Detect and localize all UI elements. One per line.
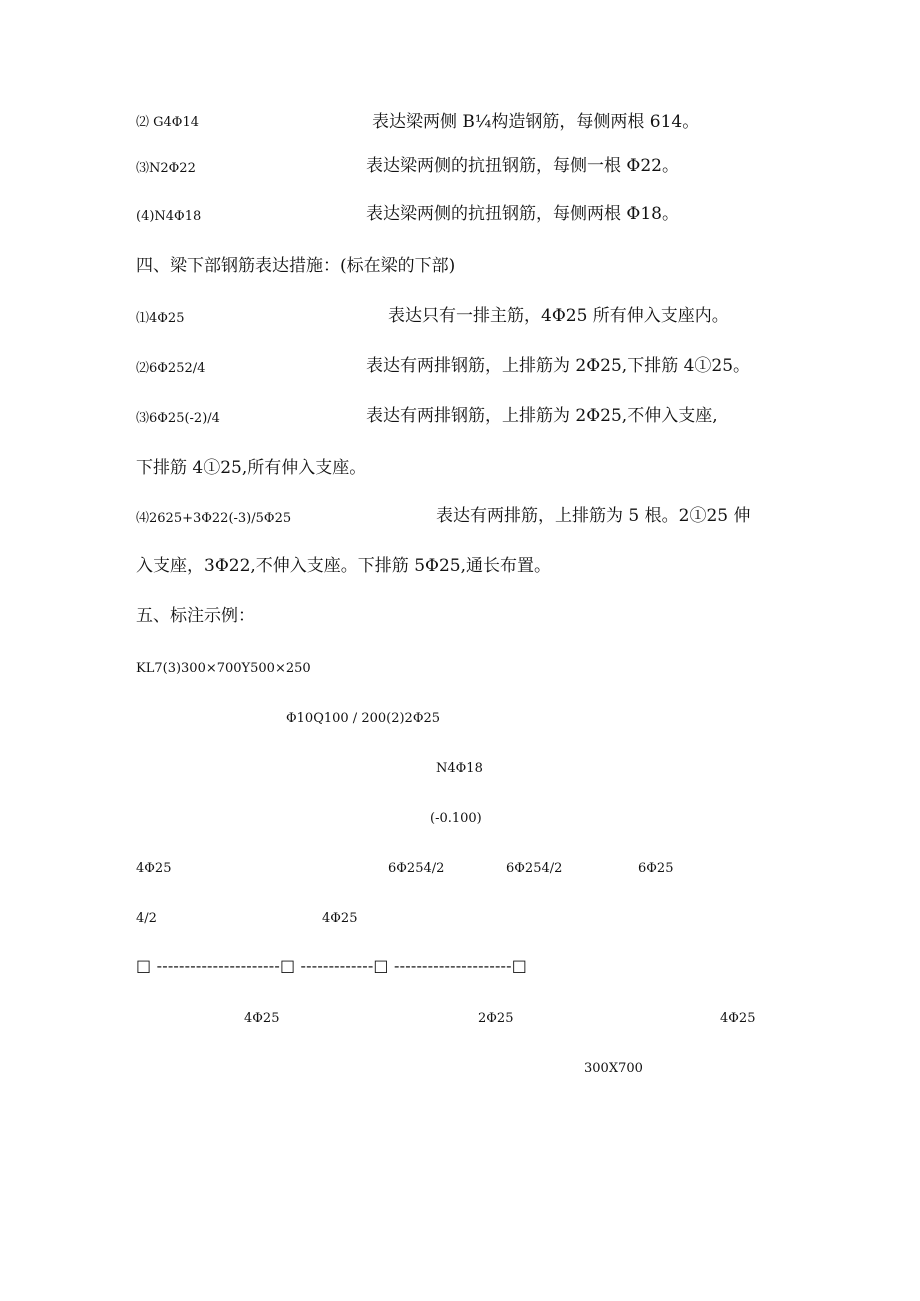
item-label-6phi25-2-4: ⑶6Φ25(-2)/4 bbox=[136, 411, 220, 426]
section-4-heading: 四、梁下部钢筋表达措施：(标在梁的下部) bbox=[136, 256, 456, 276]
item-desc-g4: 表达梁两侧 B¼构造钢筋，每侧两根 614。 bbox=[372, 112, 700, 132]
item-label-6phi252-4: ⑵6Φ252/4 bbox=[136, 361, 206, 376]
beam-span-line: □ ----------------------□ -------------□ ---------------------□ bbox=[136, 956, 528, 975]
item-desc-2625: 表达有两排筋，上排筋为 5 根。2①25 伸 bbox=[436, 506, 751, 526]
side-bars-label: N4Φ18 bbox=[436, 761, 483, 776]
sub-label-mid: 4Φ25 bbox=[322, 911, 358, 926]
top-bar-mid-2: 6Φ254/2 bbox=[506, 861, 563, 876]
top-bar-mid-1: 6Φ254/2 bbox=[388, 861, 445, 876]
elevation-label: (-0.100) bbox=[430, 811, 482, 826]
beam-id-label: KL7(3)300×700Y500×250 bbox=[136, 661, 311, 676]
item-desc-n2: 表达梁两侧的抗扭钢筋，每侧一根 Φ22。 bbox=[366, 156, 679, 176]
section-5-heading: 五、标注示例： bbox=[136, 606, 255, 626]
item-desc-4phi25: 表达只有一排主筋，4Φ25 所有伸入支座内。 bbox=[388, 306, 729, 326]
top-bar-right: 6Φ25 bbox=[638, 861, 674, 876]
item-desc-2625-cont: 入支座，3Φ22,不伸入支座。下排筋 5Φ25,通长布置。 bbox=[136, 556, 551, 576]
item-label-4phi25: ⑴4Φ25 bbox=[136, 311, 185, 326]
item-label-n2: ⑶N2Φ22 bbox=[136, 161, 196, 176]
item-label-n4: (4)N4Φ18 bbox=[136, 209, 202, 224]
section-size-label: 300X700 bbox=[584, 1061, 643, 1076]
sub-label-left: 4/2 bbox=[136, 911, 157, 926]
item-label-2625: ⑷2625+3Φ22(-3)/5Φ25 bbox=[136, 511, 292, 526]
item-desc-6phi25-2-4: 表达有两排钢筋，上排筋为 2Φ25,不伸入支座, bbox=[366, 406, 718, 426]
bottom-bar-mid: 2Φ25 bbox=[478, 1011, 514, 1026]
item-desc-6phi25-2-4-cont: 下排筋 4①25,所有伸入支座。 bbox=[136, 458, 367, 478]
item-label-g4: ⑵ G4Φ14 bbox=[136, 115, 199, 130]
item-desc-n4: 表达梁两侧的抗扭钢筋，每侧两根 Φ18。 bbox=[366, 204, 679, 224]
item-desc-6phi252-4: 表达有两排钢筋，上排筋为 2Φ25,下排筋 4①25。 bbox=[366, 356, 751, 376]
top-bar-left: 4Φ25 bbox=[136, 861, 172, 876]
bottom-bar-right: 4Φ25 bbox=[720, 1011, 756, 1026]
stirrup-label: Φ10Q100 / 200(2)2Φ25 bbox=[286, 711, 441, 726]
bottom-bar-left: 4Φ25 bbox=[244, 1011, 280, 1026]
